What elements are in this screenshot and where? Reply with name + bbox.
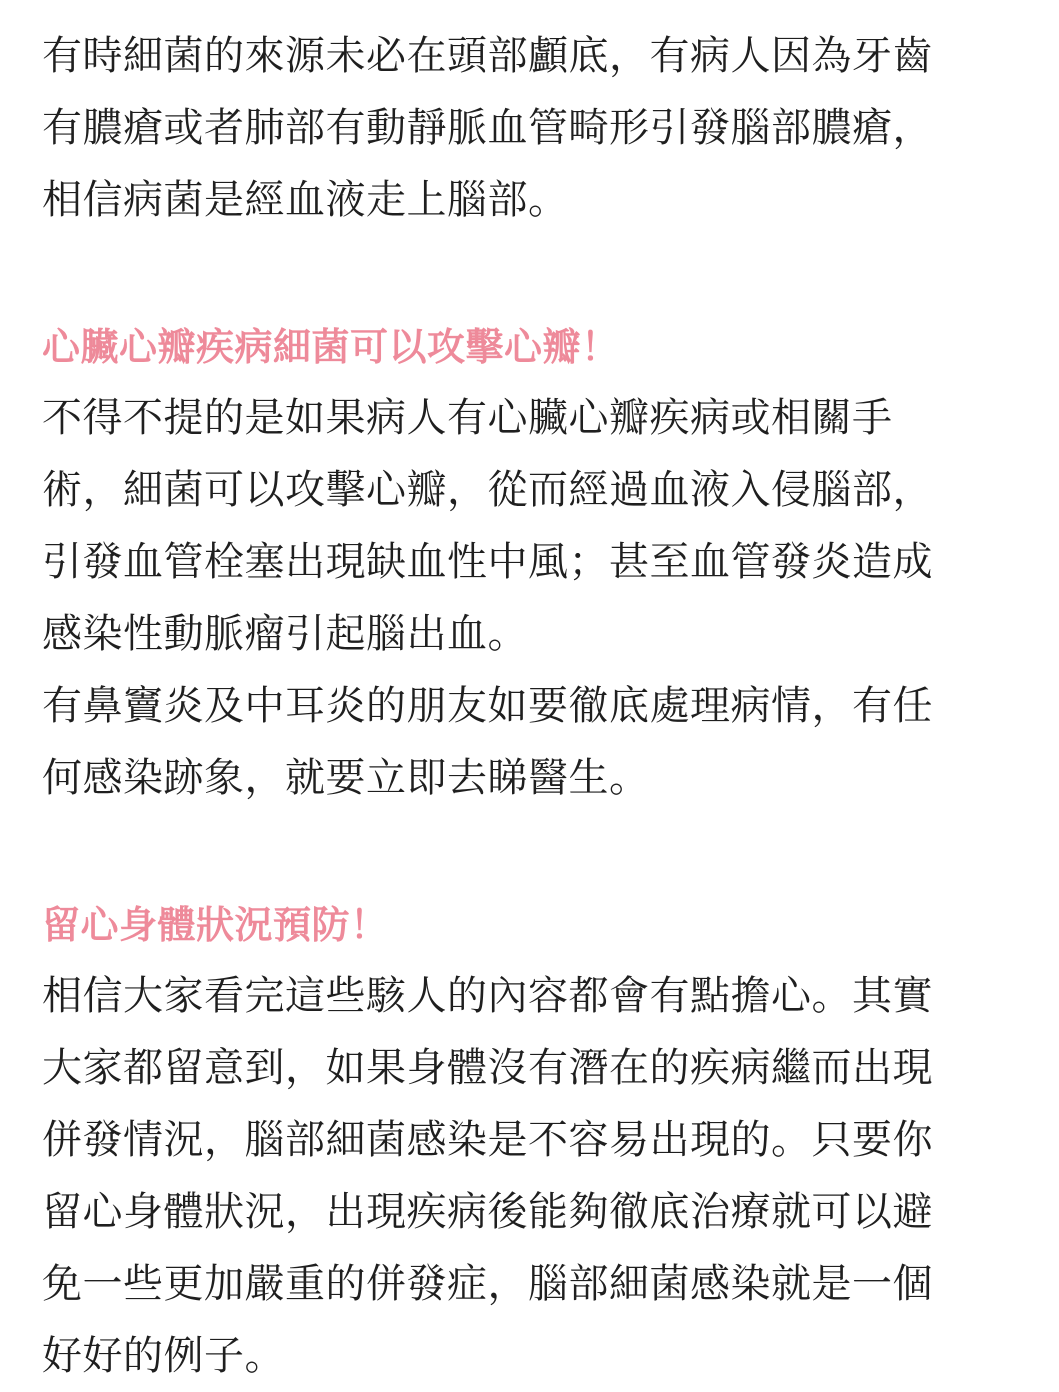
text-line: 何感染跡象，就要立即去睇醫生。 bbox=[42, 755, 650, 801]
section-heading: 留心身體狀況預防！ bbox=[42, 903, 389, 947]
section-spacer bbox=[42, 814, 1019, 890]
text-line: 術，細菌可以攻擊心瓣，從而經過血液入侵腦部， bbox=[42, 467, 933, 513]
text-line: 相信大家看完這些駭人的內容都會有點擔心。其實 bbox=[42, 973, 933, 1019]
text-line: 有膿瘡或者肺部有動靜脈血管畸形引發腦部膿瘡， bbox=[42, 105, 933, 151]
section-spacer bbox=[42, 236, 1019, 312]
section-paragraph bbox=[42, 960, 1019, 1392]
text-line: 留心身體狀況，出現疾病後能夠徹底治療就可以避 bbox=[42, 1189, 933, 1235]
section-paragraph bbox=[42, 670, 1019, 814]
section-heading: 心臟心瓣疾病細菌可以攻擊心瓣！ bbox=[42, 325, 620, 369]
text-line: 大家都留意到，如果身體沒有潛在的疾病繼而出現 bbox=[42, 1045, 933, 1091]
section-paragraph bbox=[42, 382, 1019, 670]
text-line: 好好的例子。 bbox=[42, 1333, 285, 1379]
section-prevention bbox=[42, 890, 1019, 1392]
text-line: 不得不提的是如果病人有心臟心瓣疾病或相關手 bbox=[42, 395, 893, 441]
text-line: 免一些更加嚴重的併發症，腦部細菌感染就是一個 bbox=[42, 1261, 933, 1307]
text-line: 併發情況，腦部細菌感染是不容易出現的。只要你 bbox=[42, 1117, 933, 1163]
text-line: 相信病菌是經血液走上腦部。 bbox=[42, 177, 569, 223]
text-line: 有鼻竇炎及中耳炎的朋友如要徹底處理病情，有任 bbox=[42, 683, 933, 729]
intro-paragraph bbox=[42, 20, 1019, 236]
text-line: 引發血管栓塞出現缺血性中風；甚至血管發炎造成 bbox=[42, 539, 933, 585]
section-heart-valve bbox=[42, 312, 1019, 814]
text-line: 有時細菌的來源未必在頭部顱底，有病人因為牙齒 bbox=[42, 33, 933, 79]
text-line: 感染性動脈瘤引起腦出血。 bbox=[42, 611, 528, 657]
